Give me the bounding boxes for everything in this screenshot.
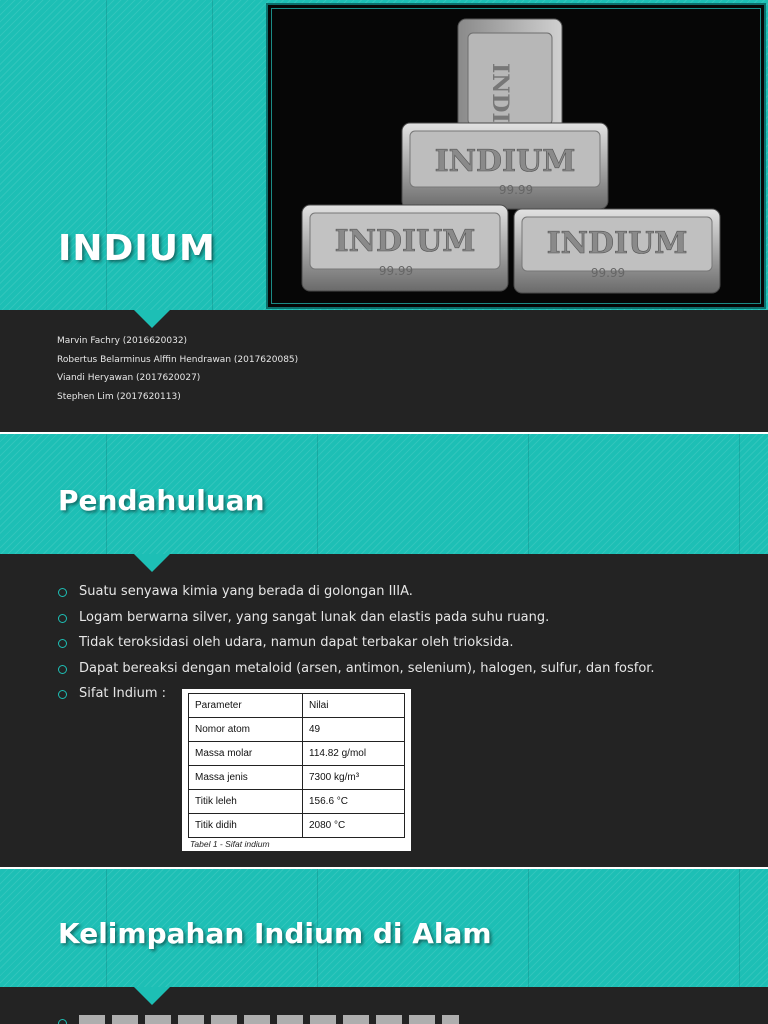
table-caption: Tabel 1 - Sifat indium	[190, 839, 270, 849]
author-item: Robertus Belarminus Alffin Hendrawan (2017620085)	[57, 354, 299, 365]
author-item: Marvin Fachry (2016620032)	[57, 336, 188, 346]
bullet-ring-icon	[58, 639, 67, 648]
table-row	[189, 742, 405, 766]
table-cell: 2080 °C	[303, 814, 405, 838]
slide-title: Pendahuluan	[58, 484, 265, 517]
table-row	[189, 766, 405, 790]
svg-text:INDI: INDI	[487, 63, 513, 123]
band-notch	[134, 310, 170, 328]
author-item: Viandi Heryawan (2017620027)	[57, 373, 201, 383]
bullet-ring-icon	[58, 665, 67, 674]
table-cell: Massa jenis	[189, 766, 303, 790]
svg-text:99.99: 99.99	[498, 183, 534, 197]
bullet-ring-icon	[58, 614, 67, 623]
bullet-item: Sifat Indium :	[58, 684, 655, 710]
bullet-ring-icon	[58, 690, 67, 699]
properties-table-image	[182, 689, 411, 851]
table-row	[189, 814, 405, 838]
indium-ingots-photo	[266, 3, 766, 309]
abundance-slide	[0, 867, 768, 1024]
table-row	[189, 718, 405, 742]
ingot-bottom-left	[302, 205, 508, 291]
table-row	[189, 790, 405, 814]
table-cell: Massa molar	[189, 742, 303, 766]
table-cell: 114.82 g/mol	[303, 742, 405, 766]
svg-text:INDIUM: INDIUM	[546, 226, 688, 261]
svg-text:INDIUM: INDIUM	[334, 224, 476, 259]
properties-table	[188, 693, 405, 838]
cropped-bullet-text	[79, 1015, 459, 1024]
band-notch	[134, 554, 170, 572]
slide-title: Kelimpahan Indium di Alam	[58, 917, 492, 950]
table-cell: Nomor atom	[189, 718, 303, 742]
table-cell: Titik didih	[189, 814, 303, 838]
table-cell: 7300 kg/m³	[303, 766, 405, 790]
svg-text:99.99: 99.99	[378, 264, 414, 278]
table-header-cell: Parameter	[189, 694, 303, 718]
ingot-middle	[402, 123, 608, 209]
table-cell: Titik leleh	[189, 790, 303, 814]
svg-text:INDIUM: INDIUM	[434, 144, 576, 179]
bullet-item: Suatu senyawa kimia yang berada di golongan IIIA.	[58, 582, 655, 608]
bullet-item: Tidak teroksidasi oleh udara, namun dapat terbakar oleh trioksida.	[58, 633, 655, 659]
band-notch	[134, 987, 170, 1005]
author-item: Stephen Lim (2017620113)	[57, 391, 181, 402]
table-cell: 49	[303, 718, 405, 742]
ingot-top	[458, 19, 562, 131]
slide-title: INDIUM	[58, 228, 216, 269]
title-slide	[0, 0, 768, 432]
ingots-illustration	[268, 5, 768, 311]
table-header-row	[189, 694, 405, 718]
author-list	[57, 336, 298, 410]
bullet-ring-icon	[58, 1019, 67, 1024]
bullet-item: Logam berwarna silver, yang sangat lunak dan elastis pada suhu ruang.	[58, 608, 655, 634]
table-header-cell: Nilai	[303, 694, 405, 718]
introduction-slide	[0, 432, 768, 867]
bullet-item: Dapat bereaksi dengan metaloid (arsen, antimon, selenium), halogen, sulfur, dan fosfor.	[58, 659, 655, 685]
ingot-bottom-right	[514, 209, 720, 293]
bullet-ring-icon	[58, 588, 67, 597]
table-cell: 156.6 °C	[303, 790, 405, 814]
svg-text:99.99: 99.99	[590, 266, 626, 280]
